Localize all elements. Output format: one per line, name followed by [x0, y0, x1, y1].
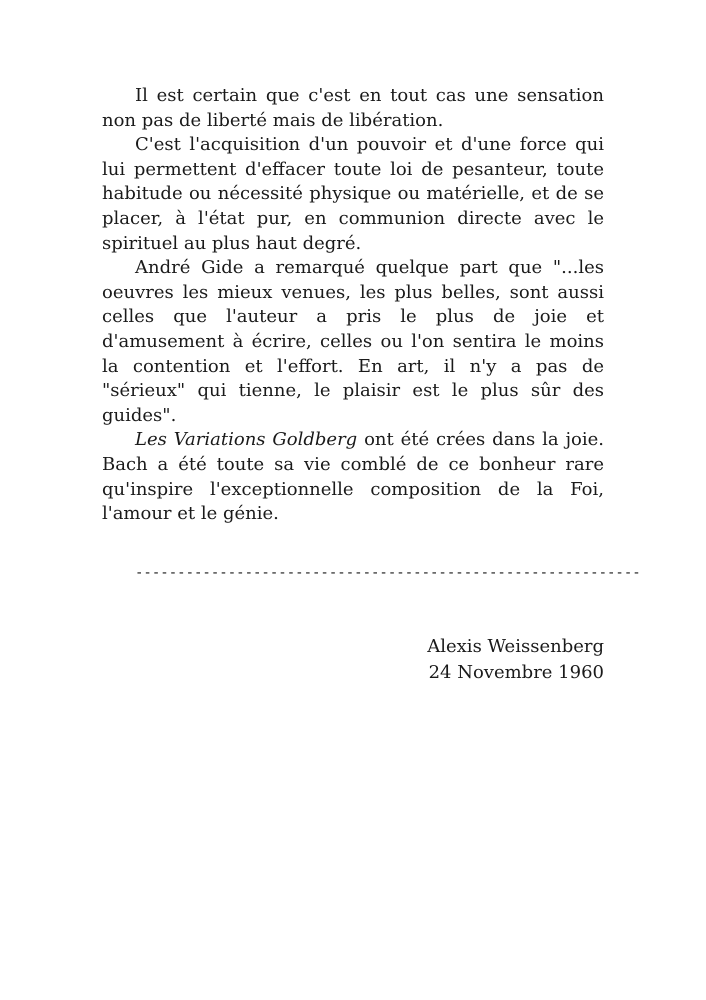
paragraph-2: C'est l'acquisition d'un pouvoir et d'une force qui lui permettent d'effacer toute loi de pesanteur, toute habitude ou nécessité physique ou matérielle, et de se placer, à l'état pur, en communion directe avec le spirituel au plus haut degré. — [102, 134, 604, 254]
signature-date: 24 Novembre 1960 — [428, 662, 604, 683]
paragraph-3: André Gide a remarqué quelque part que "...les oeuvres les mieux venues, les plus belles, sont aussi celles que l'auteur a pris le plus de joie et d'amusement à écrire, celles ou l'on sentira le moins la contention et l'effort. En art, il n'y a pas de "sérieux" qui tienne, le plaisir est le plus sûr des guides". — [102, 257, 604, 426]
paragraph-4 — [102, 428, 604, 526]
paragraph-1: Il est certain que c'est en tout cas une sensation non pas de liberté mais de libération. — [102, 85, 604, 131]
separator-line: ------------------------------------------------------------ — [135, 565, 641, 581]
paragraph-4-text: ont été crées dans la joie. Bach a été toute sa vie comblé de ce bonheur rare qu'inspire l'exceptionnelle composition de la Foi, l'amour et le génie. — [102, 429, 604, 525]
work-title: Les Variations Goldberg — [135, 429, 358, 451]
author-name: Alexis Weissenberg — [427, 636, 604, 657]
signature-block — [427, 634, 604, 686]
body-text — [102, 84, 604, 527]
